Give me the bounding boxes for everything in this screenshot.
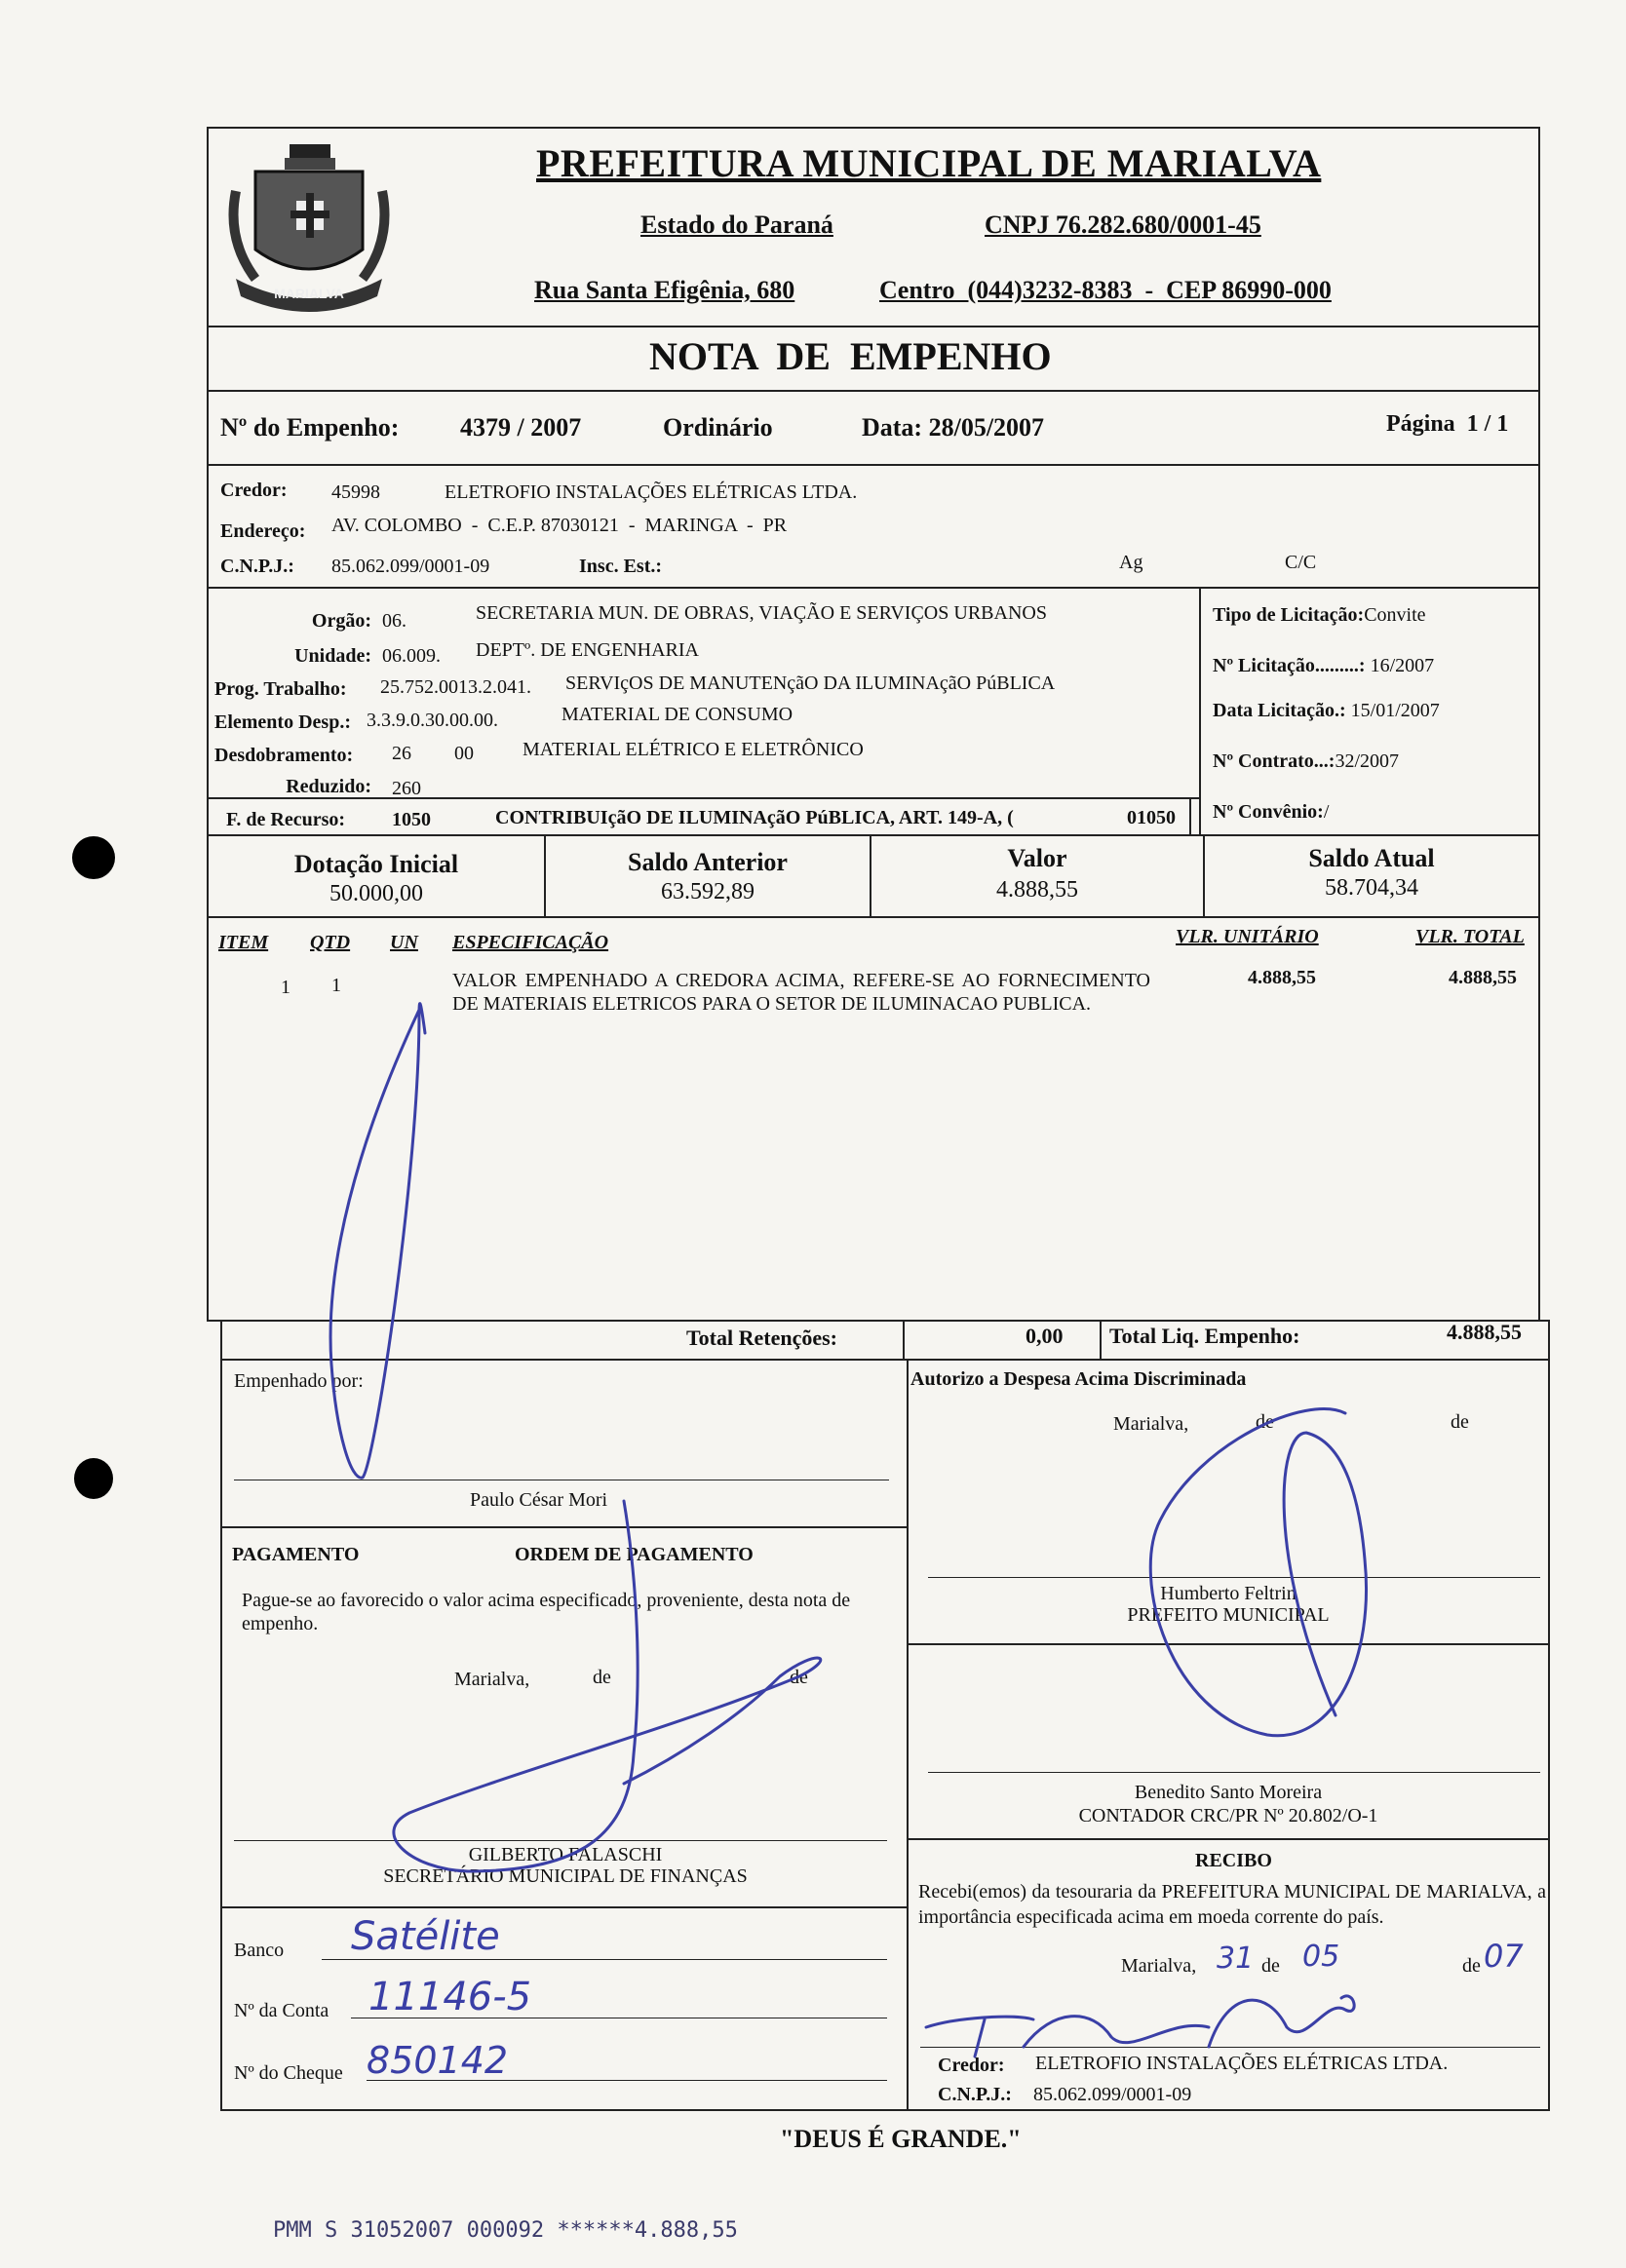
desdobr-b: 00 (454, 743, 474, 764)
desdobr-a: 26 (392, 743, 411, 764)
unidade-code: 06.009. (382, 645, 441, 667)
banco-label: Banco (234, 1940, 285, 1961)
totals-divider-2 (1100, 1320, 1102, 1361)
desdobr-label: Desdobramento: (214, 745, 354, 766)
elemento-code: 3.3.9.0.30.00.00. (367, 710, 498, 731)
footer-stamp: PMM S 31052007 000092 ******4.888,55 (273, 2218, 738, 2243)
autorizo-name: Humberto Feltrin (1160, 1583, 1297, 1604)
atual-label: Saldo Atual (1308, 844, 1435, 872)
address-label: Endereço: (220, 520, 306, 542)
prog-label: Prog. Trabalho: (214, 678, 347, 700)
recurso-name: CONTRIBUIçãO DE ILUMINAçãO PúBLICA, ART. 149-A, ( (495, 807, 1014, 828)
row-vlr-unit: 4.888,55 (1248, 967, 1316, 988)
credor-name: ELETROFIO INSTALAÇÕES ELÉTRICAS LTDA. (445, 481, 858, 503)
ag-label: Ag (1119, 552, 1143, 573)
recurso-num: 01050 (1127, 807, 1176, 828)
anterior-value: 63.592,89 (661, 879, 755, 904)
totals-divider-1 (903, 1320, 905, 1361)
autorizo-de1: de (1256, 1411, 1274, 1433)
cheque-value: 850142 (367, 2039, 509, 2082)
lower-divider (907, 1361, 909, 2111)
row-qtd: 1 (331, 975, 341, 996)
svg-text:MARIALVA: MARIALVA (274, 286, 344, 301)
recibo-place: Marialva, (1121, 1955, 1197, 1977)
atual-value: 58.704,34 (1325, 875, 1418, 901)
contador-bottom (907, 1838, 1550, 1840)
licitacao-tipo: Tipo de Licitação:Convite (1213, 604, 1426, 626)
footer-motto: "DEUS É GRANDE." (780, 2125, 1022, 2153)
insc-label: Insc. Est.: (579, 556, 663, 577)
row-item: 1 (281, 977, 290, 998)
pagamento-bottom (220, 1906, 907, 1908)
empenhado-bottom (220, 1526, 907, 1528)
credor-code: 45998 (331, 481, 380, 503)
cheque-label: Nº do Cheque (234, 2062, 343, 2084)
empenho-number: 4379 / 2007 (460, 413, 582, 442)
city-seal (216, 133, 402, 324)
licitacao-num: Nº Licitação.........: 16/2007 (1213, 655, 1435, 676)
credor-label: Credor: (220, 480, 288, 501)
contador-role: CONTADOR CRC/PR Nº 20.802/O-1 (1078, 1805, 1378, 1826)
recibo-cnpj: 85.062.099/0001-09 (1033, 2084, 1192, 2105)
liq-label: Total Liq. Empenho: (1109, 1324, 1300, 1348)
desdobr-name: MATERIAL ELÉTRICO E ELETRÔNICO (523, 739, 864, 760)
pagamento-text: Pague-se ao favorecido o valor acima especificado, proveniente, desta nota de empenho. (242, 1590, 851, 1634)
row-vlr-total: 4.888,55 (1449, 967, 1517, 988)
elemento-name: MATERIAL DE CONSUMO (561, 704, 794, 725)
contador-name: Benedito Santo Moreira (1134, 1782, 1323, 1803)
col-item: ITEM (218, 932, 269, 953)
pagamento-de1: de (593, 1667, 611, 1688)
retencoes-value: 0,00 (1026, 1324, 1064, 1348)
recibo-month: 05 (1302, 1940, 1340, 1974)
cnpj-label: C.N.P.J.: (220, 556, 294, 577)
col-vlr-unit: VLR. UNITÁRIO (1176, 926, 1319, 947)
licitacao-convenio: Nº Convênio:/ (1213, 801, 1330, 823)
recibo-credor-label: Credor: (938, 2055, 1005, 2076)
budget-divider (1199, 589, 1201, 836)
recibo-de1: de (1261, 1955, 1280, 1977)
header-address: Rua Santa Efigênia, 680 (534, 276, 795, 304)
banco-value: Satélite (351, 1914, 500, 1959)
pagamento-sign-line (234, 1840, 887, 1841)
liq-value: 4.888,55 (1447, 1320, 1522, 1344)
col-espec: ESPECIFICAÇÃO (452, 932, 609, 953)
col-un: UN (390, 932, 418, 953)
header-cnpj: CNPJ 76.282.680/0001-45 (985, 211, 1261, 239)
header-state: Estado do Paraná (640, 211, 833, 239)
doc-title: NOTA DE EMPENHO (649, 334, 1052, 378)
autorizo-bottom (907, 1643, 1550, 1645)
conta-label: Nº da Conta (234, 2000, 329, 2021)
valor-label: Valor (1007, 844, 1067, 872)
recibo-cnpj-label: C.N.P.J.: (938, 2084, 1012, 2105)
recurso-code: 1050 (392, 809, 431, 830)
recibo-day: 31 (1217, 1941, 1255, 1976)
reduzido-value: 260 (392, 778, 421, 799)
pagamento-de2: de (790, 1667, 808, 1688)
cc-label: C/C (1285, 552, 1317, 573)
anterior-label: Saldo Anterior (628, 848, 788, 876)
elemento-label: Elemento Desp.: (214, 711, 351, 733)
autorizo-label: Autorizo a Despesa Acima Discriminada (910, 1368, 1247, 1390)
recibo-credor: ELETROFIO INSTALAÇÕES ELÉTRICAS LTDA. (1035, 2053, 1449, 2074)
pagamento-name: GILBERTO FALASCHI (468, 1844, 663, 1865)
header-contact: Centro (044)3232-8383 - CEP 86990-000 (879, 276, 1332, 304)
pagamento-role: SECRETÁRIO MUNICIPAL DE FINANÇAS (383, 1865, 748, 1887)
empenhado-label: Empenhado por: (234, 1370, 364, 1392)
address-value: AV. COLOMBO - C.E.P. 87030121 - MARINGA - PR (331, 515, 788, 536)
autorizo-role: PREFEITO MUNICIPAL (1127, 1604, 1330, 1626)
coat-of-arms-icon (216, 133, 402, 324)
empenho-label: Nº do Empenho: (220, 413, 400, 442)
orgao-code: 06. (382, 610, 406, 632)
empenho-type: Ordinário (663, 413, 773, 442)
licitacao-contrato: Nº Contrato...:32/2007 (1213, 750, 1400, 772)
valor-value: 4.888,55 (996, 877, 1078, 903)
licitacao-data: Data Licitação.: 15/01/2007 (1213, 700, 1440, 721)
empenhado-name: Paulo César Mori (470, 1489, 608, 1511)
col-vlr-total: VLR. TOTAL (1415, 926, 1525, 947)
prog-code: 25.752.0013.2.041. (380, 676, 531, 698)
ordem-label: ORDEM DE PAGAMENTO (515, 1544, 754, 1565)
contador-sign-line (928, 1772, 1540, 1773)
cnpj-value: 85.062.099/0001-09 (331, 556, 490, 577)
autorizo-de2: de (1451, 1411, 1469, 1433)
unidade-name: DEPTº. DE ENGENHARIA (476, 639, 699, 661)
dotacao-value: 50.000,00 (329, 881, 423, 906)
autorizo-sign-line (928, 1577, 1540, 1578)
prog-name: SERVIçOS DE MANUTENçãO DA ILUMINAçãO PúBLICA (565, 673, 1056, 694)
pagamento-place: Marialva, (454, 1669, 530, 1690)
punch-hole-top (72, 836, 115, 879)
empenho-page: Página 1 / 1 (1386, 411, 1509, 437)
empenho-date: Data: 28/05/2007 (862, 413, 1045, 442)
orgao-name: SECRETARIA MUN. DE OBRAS, VIAÇÃO E SERVIÇOS URBANOS (476, 602, 1047, 624)
recibo-year: 07 (1484, 1938, 1524, 1975)
dotacao-label: Dotação Inicial (293, 850, 459, 878)
banco-line (322, 1959, 887, 1960)
recurso-label: F. de Recurso: (226, 809, 346, 830)
totals-box (220, 1320, 1550, 1361)
orgao-label: Orgão: (311, 610, 371, 632)
recurso-divider (1189, 797, 1191, 836)
pagamento-label: PAGAMENTO (232, 1544, 360, 1565)
unidade-label: Unidade: (294, 645, 371, 667)
col-qtd: QTD (310, 932, 351, 953)
conta-value: 11146-5 (368, 1975, 532, 2019)
autorizo-place: Marialva, (1113, 1413, 1189, 1435)
header-title: PREFEITURA MUNICIPAL DE MARIALVA (536, 141, 1322, 185)
recibo-text: Recebi(emos) da tesouraria da PREFEITURA MUNICIPAL DE MARIALVA, a importância especificada acima em moeda corrente do país. (918, 1881, 1546, 1928)
row-espec: VALOR EMPENHADO A CREDORA ACIMA, REFERE-SE AO FORNECIMENTO DE MATERIAIS ELETRICOS PARA O SETOR DE ILUMINACAO PUBLICA. (452, 970, 1150, 1015)
punch-hole-bottom (74, 1458, 113, 1499)
retencoes-label: Total Retenções: (686, 1326, 837, 1350)
recibo-sign-line (920, 2047, 1540, 2048)
recibo-label: RECIBO (1195, 1850, 1272, 1871)
reduzido-label: Reduzido: (286, 776, 371, 797)
recibo-de2: de (1462, 1955, 1481, 1977)
